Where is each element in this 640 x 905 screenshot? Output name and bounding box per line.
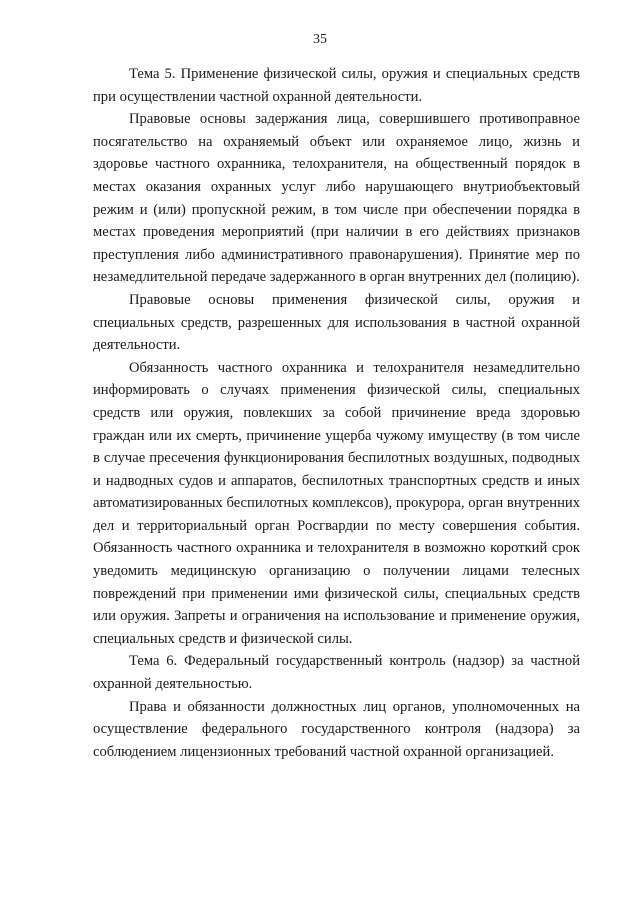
document-body: [93, 63, 580, 763]
topic-5-heading: Тема 5. Применение физической силы, оружия и специальных средств при осуществлении частной охранной деятельности.: [93, 66, 580, 105]
paragraph-officials-rights: Права и обязанности должностных лиц органов, уполномоченных на осуществление федерального государственного контроля (надзора) за соблюдением лицензионных требований частной охранной организацией.: [93, 698, 580, 760]
paragraph-detention-basis: Правовые основы задержания лица, совершившего противоправное посягательство на охраняемый объект или охраняемое лицо, жизнь и здоровье частного охранника, телохранителя, на общественный порядок в местах оказания охранных услуг либо нарушающего внутриобъектовый режим и (или) пропускной режим, в том числе при обеспечении порядка в местах проведения мероприятий (при наличии в его действиях признаков преступления либо административного правонарушения). Принятие мер по незамедлительной передаче задержанного в орган внутренних дел (полицию).: [93, 111, 580, 286]
paragraph-use-of-force-basis: Правовые основы применения физической силы, оружия и специальных средств, разрешенных для использования в частной охранной деятельности.: [93, 291, 580, 354]
page-number: 35: [313, 32, 327, 47]
paragraph-notification-duty: Обязанность частного охранника и телохранителя незамедлительно информировать о случаях применения физической силы, специальных средств или оружия, повлекших за собой причинение вреда здоровью граждан или их смерть, причинение ущерба чужому имуществу (в том числе в случае пресечения функционирования беспилотных воздушных, подводных и надводных судов и аппаратов, беспилотных транспортных средств и иных автоматизированных беспилотных комплексов), прокурора, орган внутренних дел и территориальный орган Росгвардии по месту совершения события. Обязанность частного охранника и телохранителя в возможно короткий срок уведомить медицинскую организацию о получении лицами телесных повреждений при применении ими физической силы, специальных средств или оружия. Запреты и ограничения на использование и применение оружия, специальных средств и физической силы.: [93, 359, 580, 647]
topic-6-heading: Тема 6. Федеральный государственный контроль (надзор) за частной охранной деятельностью.: [93, 653, 580, 693]
